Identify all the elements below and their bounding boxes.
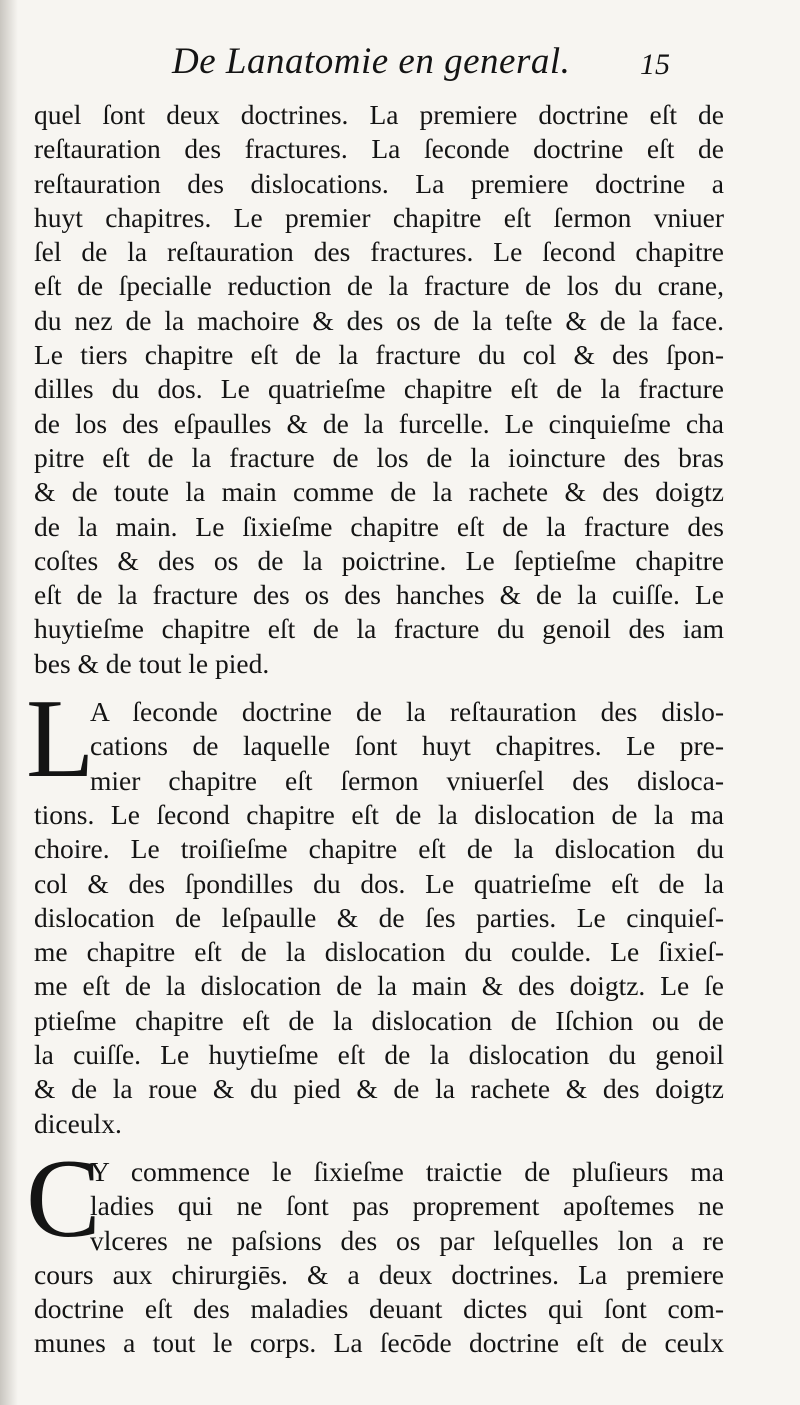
text-line: col & des ſpondilles du dos. Le quatrieſme eſt de la <box>34 867 724 899</box>
page-header <box>0 30 800 90</box>
text-line: ptieſme chapitre eſt de la dislocation de Iſchion ou de <box>34 1004 724 1036</box>
text-line: bes & de tout le pied. <box>34 647 270 679</box>
text-line: Le tiers chapitre eſt de la fracture du col & des ſpon- <box>34 339 724 371</box>
text-line: eſt de ſpecialle reduction de la fracture de los du crane, <box>34 270 724 302</box>
drop-cap: C <box>26 1136 101 1261</box>
text-line: ſel de la reſtauration des fractures. Le ſecond chapitre <box>34 236 724 268</box>
text-line: me eſt de la dislocation de la main & des doigtz. Le ſe <box>34 970 724 1002</box>
text-line: de la main. Le ſixieſme chapitre eſt de la fracture des <box>34 510 724 542</box>
text-line: tions. Le ſecond chapitre eſt de la dislocation de la ma <box>34 798 724 830</box>
text-line: A ſeconde doctrine de la reſtauration des dislo- <box>90 696 724 728</box>
text-line: choire. Le troiſieſme chapitre eſt de la dislocation du <box>34 833 724 865</box>
text-line: & de la roue & du pied & de la rachete & des doigtz <box>34 1073 724 1105</box>
text-line: huyt chapitres. Le premier chapitre eſt ſermon vniuer <box>34 201 724 233</box>
text-line: huytieſme chapitre eſt de la fracture du genoil des iam <box>34 613 724 645</box>
drop-cap: L <box>26 677 95 802</box>
text-line: dislocation de leſpaulle & de ſes parties. Le cinquieſ- <box>34 901 724 933</box>
text-line: coſtes & des os de la poictrine. Le ſeptieſme chapitre <box>34 544 724 576</box>
text-line: Y commence le ſixieſme traictie de pluſieurs ma <box>90 1155 724 1187</box>
text-line: munes a tout le corps. La ſecōde doctrine eſt de ceulx <box>34 1327 724 1359</box>
text-line: du nez de la machoire & des os de la teſte & de la face. <box>34 304 724 336</box>
text-line: pitre eſt de la fracture de los de la ioincture des bras <box>34 441 724 473</box>
text-line: cations de laquelle ſont huyt chapitres. Le pre- <box>90 730 724 762</box>
paragraph-3 <box>26 1136 724 1361</box>
text-line: cours aux chirurgiēs. & a deux doctrines. La premiere <box>34 1258 724 1290</box>
text-line: de los des eſpaulles & de la furcelle. Le cinquieſme cha <box>34 407 724 439</box>
text-line: la cuiſſe. Le huytieſme eſt de la dislocation du genoil <box>34 1039 724 1071</box>
text-line: me chapitre eſt de la dislocation du coulde. Le ſixieſ- <box>34 936 724 968</box>
text-line: reſtauration des dislocations. La premiere doctrine a <box>34 167 724 199</box>
text-line: diceulx. <box>34 1107 122 1139</box>
page-gutter-shadow <box>0 0 18 1405</box>
text-line: reſtauration des fractures. La ſeconde doctrine eſt de <box>34 133 724 165</box>
text-line: quel ſont deux doctrines. La premiere doctrine eſt de <box>34 99 724 130</box>
body-text <box>26 98 724 1361</box>
text-line: dilles du dos. Le quatrieſme chapitre eſt de la fracture <box>34 373 724 405</box>
text-line: doctrine eſt des maladies deuant dictes qui ſont com- <box>34 1293 724 1325</box>
paragraph-1 <box>34 98 724 681</box>
paragraph-2 <box>26 677 724 1141</box>
text-line: vlceres ne paſsions des os par leſquelles lon a re <box>90 1224 724 1256</box>
text-line: mier chapitre eſt ſermon vniuerſel des disloca- <box>90 764 724 796</box>
text-line: ladies qui ne ſont pas proprement apoſtemes ne <box>90 1190 724 1222</box>
running-title: De Lanatomie en general. <box>172 41 571 82</box>
text-line: & de toute la main comme de la rachete & des doigtz <box>34 476 724 508</box>
text-line: eſt de la fracture des os des hanches & de la cuiſſe. Le <box>34 579 724 611</box>
page-number: 15 <box>640 48 670 81</box>
